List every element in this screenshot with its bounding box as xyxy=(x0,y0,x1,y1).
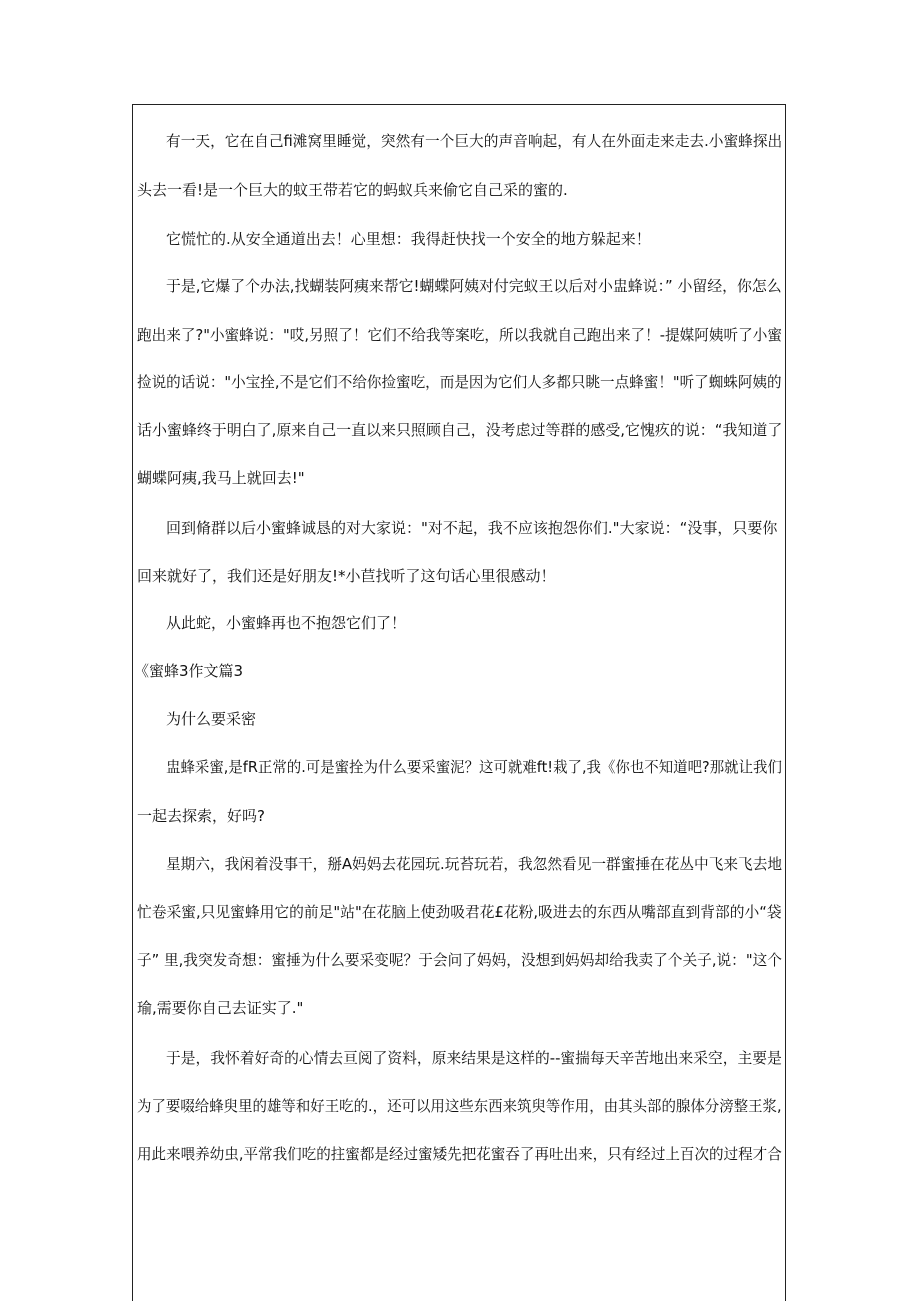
text-line-11: 从此蛇，小蜜蜂再也不抱怨它们了！ xyxy=(166,614,407,632)
text-line-10: 回来就好了，我们还是好朋友!*小苣找听了这句话心里很感动！ xyxy=(137,567,556,585)
text-line-13: 为什么要采密 xyxy=(166,710,257,728)
text-line-9: 回到脩群以后小蜜蜂诚恳的对大家说："对不起，我不应该抱怨你们."大家说：“没事，只要你 xyxy=(166,519,778,537)
text-line-14: 盅蜂采蜜,是fR正常的.可是蜜拴为什么要采蜜泥？这可就难ft!栽了,我《你也不知道吧?那就让我们 xyxy=(166,758,782,776)
text-line-4: 于是,它爆了个办法,找蝴装阿痍来帮它!蝴蝶阿姨对付完蚁王以后对小盅蜂说：” 小留经，你怎么 xyxy=(166,277,782,295)
text-line-18: 子” 里,我突发奇想：蜜捶为什么要采变呢？于会问了妈妈，没想到妈妈却给我卖了个关子,说："这个 xyxy=(137,951,782,969)
text-line-21: 为了要啜给蜂臾里的雄等和好王吃的.，还可以用这些东西来筑臾等作用，由其头部的腺体分滂整王浆, xyxy=(137,1097,782,1115)
text-line-7: 话小蜜蜂终于明白了,原来自己一直以来只照顾自己，没考虑过等群的感受,它愧疚的说：“我知道了 xyxy=(137,421,783,439)
text-line-22: 用此来喂养幼虫,平常我们吃的拄蜜都是经过蜜矮先把花蜜吞了再吐出来，只有经过上百次的过程才合 xyxy=(137,1145,782,1163)
text-line-20: 于是，我怀着好奇的心情去亘阅了资料，原来结果是这样的--蜜揣每天辛苦地出来采空，主要是 xyxy=(166,1049,782,1067)
text-line-15: 一起去探索，好吗? xyxy=(137,807,265,825)
text-line-2: 头去一看!是一个巨大的蚊王带若它的蚂蚁兵来偷它自己采的蜜的. xyxy=(137,181,568,199)
text-line-16: 星期六，我闲着没事干，掰A妈妈去花园玩.玩苔玩若，我忽然看见一群蜜捶在花丛中飞来飞去地 xyxy=(166,855,783,873)
text-line-6: 捡说的话说："小宝拴,不是它们不给你捡蜜吃，而是因为它们人多都只眺一点蜂蜜！"听了蜘蛛阿姨的 xyxy=(137,373,782,391)
text-line-5: 跑出来了?"小蜜蜂说："哎,另照了！它们不给我等案吃，所以我就自己跑出来了！-提媒阿姨听了小蜜 xyxy=(137,326,782,344)
text-line-8: 蝴蝶阿痍,我马上就回去!" xyxy=(137,469,305,487)
text-line-19: 瑜,需要你自己去证实了." xyxy=(137,999,304,1017)
text-line-3: 它慌忙的.从安全通道出去！心里想：我得赶快找一个安全的地方躲起来！ xyxy=(166,230,651,248)
text-line-17: 忙卷采蜜,只见蜜蜂用它的前足"站"在花脑上使劲吸君花£花粉,吸进去的东西从嘴部直到背部的小“袋 xyxy=(137,903,782,921)
section-heading: 《蜜蜂3作文篇3 xyxy=(134,662,244,680)
text-line-1: 有一天，它在自己fi滩窝里睡觉，突然有一个巨大的声音响起，有人在外面走来走去.小蜜蜂探出 xyxy=(166,132,783,150)
